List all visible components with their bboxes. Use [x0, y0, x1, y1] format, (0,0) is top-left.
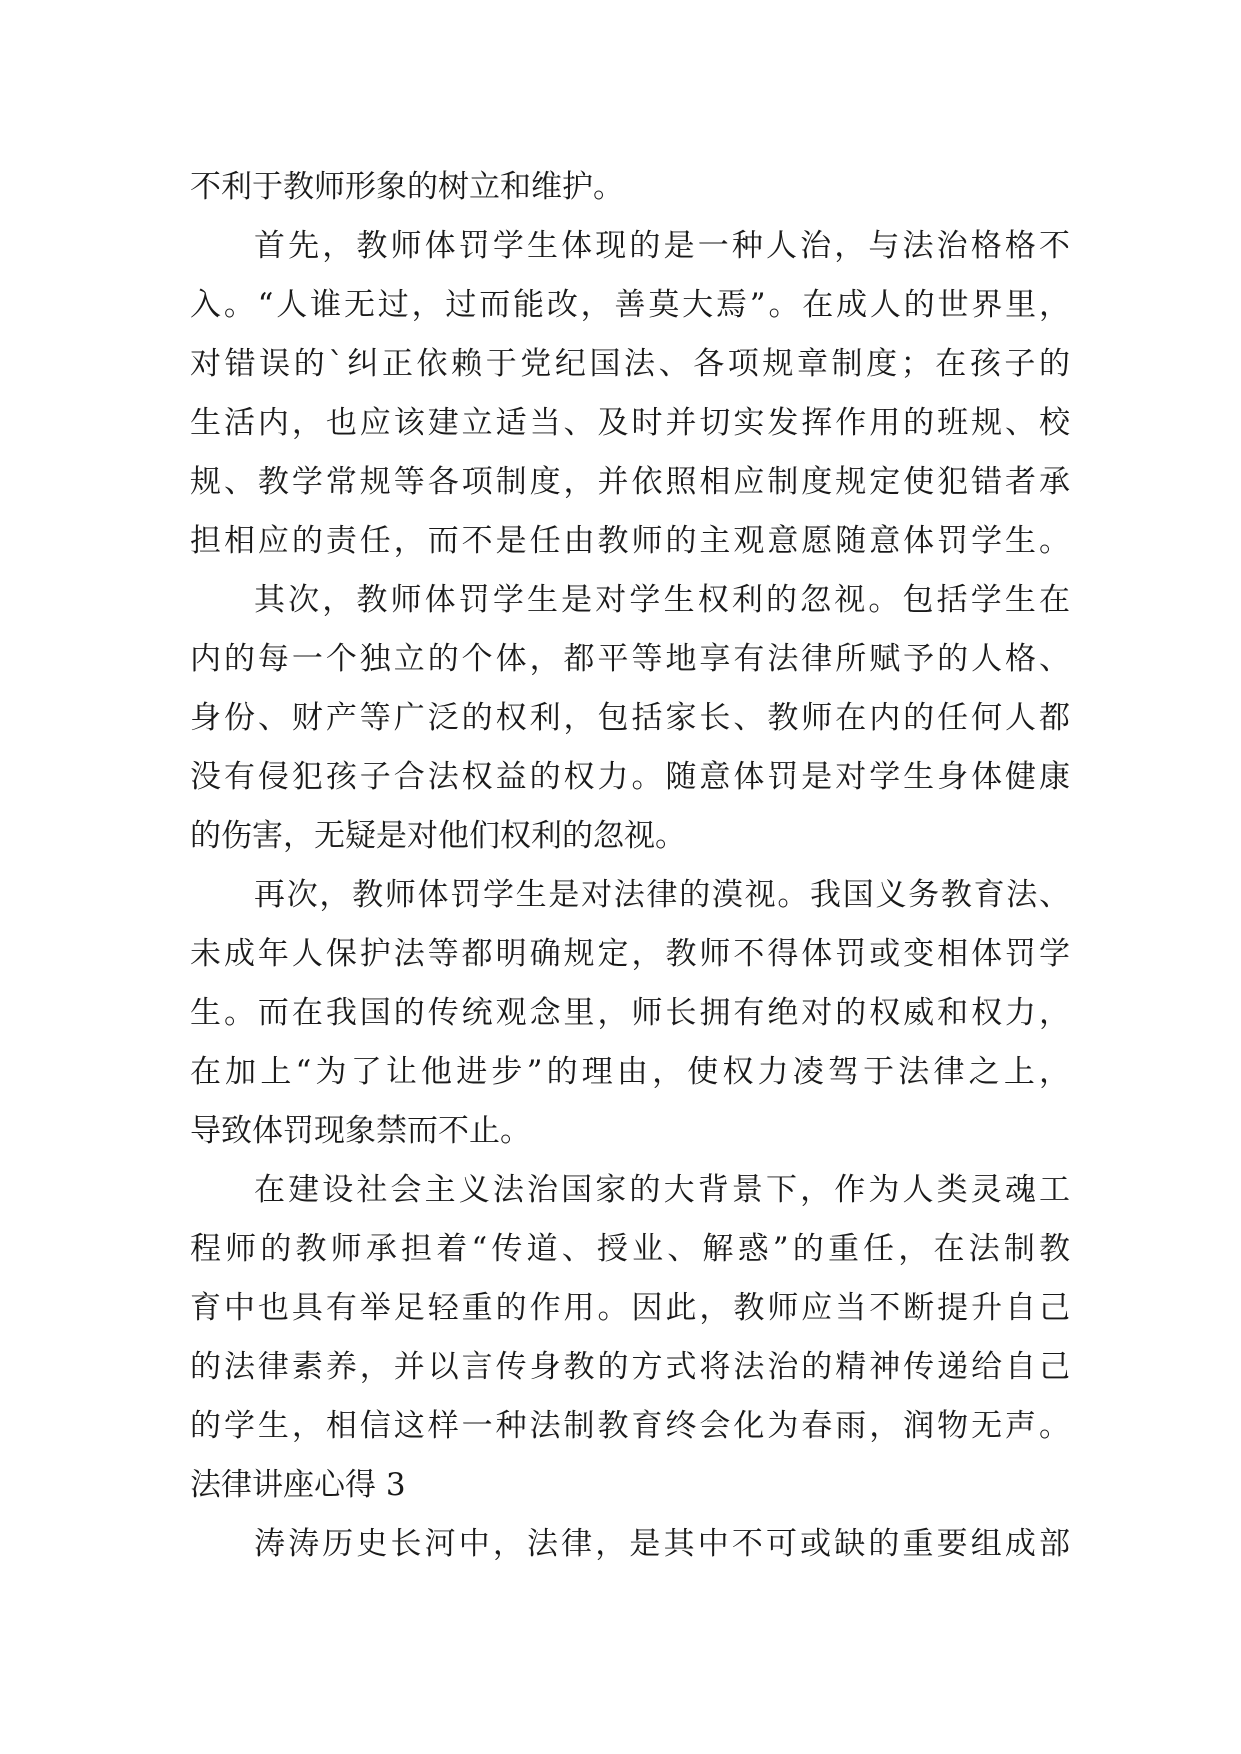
text-line: 首先，教师体罚学生体现的是一种人治，与法治格格不	[254, 228, 1070, 264]
text-line: 的伤害，无疑是对他们权利的忽视。	[190, 818, 686, 854]
text-line: 育中也具有举足轻重的作用。因此，教师应当不断提升自己	[190, 1290, 1070, 1326]
text-line: 生活内，也应该建立适当、及时并切实发挥作用的班规、校	[190, 405, 1070, 441]
text-line: 再次，教师体罚学生是对法律的漠视。我国义务教育法、	[254, 877, 1070, 913]
body-text	[190, 158, 1070, 1574]
text-line: 不利于教师形象的树立和维护。	[190, 169, 624, 205]
text-line: 法律讲座心得 3	[190, 1467, 406, 1503]
text-line: 在加上“为了让他进步”的理由，使权力凌驾于法律之上，	[190, 1054, 1070, 1090]
text-line: 担相应的责任，而不是任由教师的主观意愿随意体罚学生。	[190, 523, 1070, 559]
text-line: 的法律素养，并以言传身教的方式将法治的精神传递给自己	[190, 1349, 1070, 1385]
text-line: 没有侵犯孩子合法权益的权力。随意体罚是对学生身体健康	[190, 759, 1070, 795]
text-line: 对错误的`纠正依赖于党纪国法、各项规章制度；在孩子的	[190, 346, 1070, 382]
text-line: 的学生，相信这样一种法制教育终会化为春雨，润物无声。	[190, 1408, 1070, 1444]
text-line: 内的每一个独立的个体，都平等地享有法律所赋予的人格、	[190, 641, 1070, 677]
text-line: 涛涛历史长河中，法律，是其中不可或缺的重要组成部	[254, 1526, 1070, 1562]
text-line: 入。“人谁无过，过而能改，善莫大焉”。在成人的世界里，	[190, 287, 1070, 323]
text-line: 其次，教师体罚学生是对学生权利的忽视。包括学生在	[254, 582, 1070, 618]
text-line: 身份、财产等广泛的权利，包括家长、教师在内的任何人都	[190, 700, 1070, 736]
text-line: 程师的教师承担着“传道、授业、解惑”的重任，在法制教	[190, 1231, 1070, 1267]
text-line: 规、教学常规等各项制度，并依照相应制度规定使犯错者承	[190, 464, 1070, 500]
text-line: 生。而在我国的传统观念里，师长拥有绝对的权威和权力，	[190, 995, 1070, 1031]
text-line: 导致体罚现象禁而不止。	[190, 1113, 531, 1149]
text-line: 在建设社会主义法治国家的大背景下，作为人类灵魂工	[254, 1172, 1070, 1208]
text-line: 未成年人保护法等都明确规定，教师不得体罚或变相体罚学	[190, 936, 1070, 972]
